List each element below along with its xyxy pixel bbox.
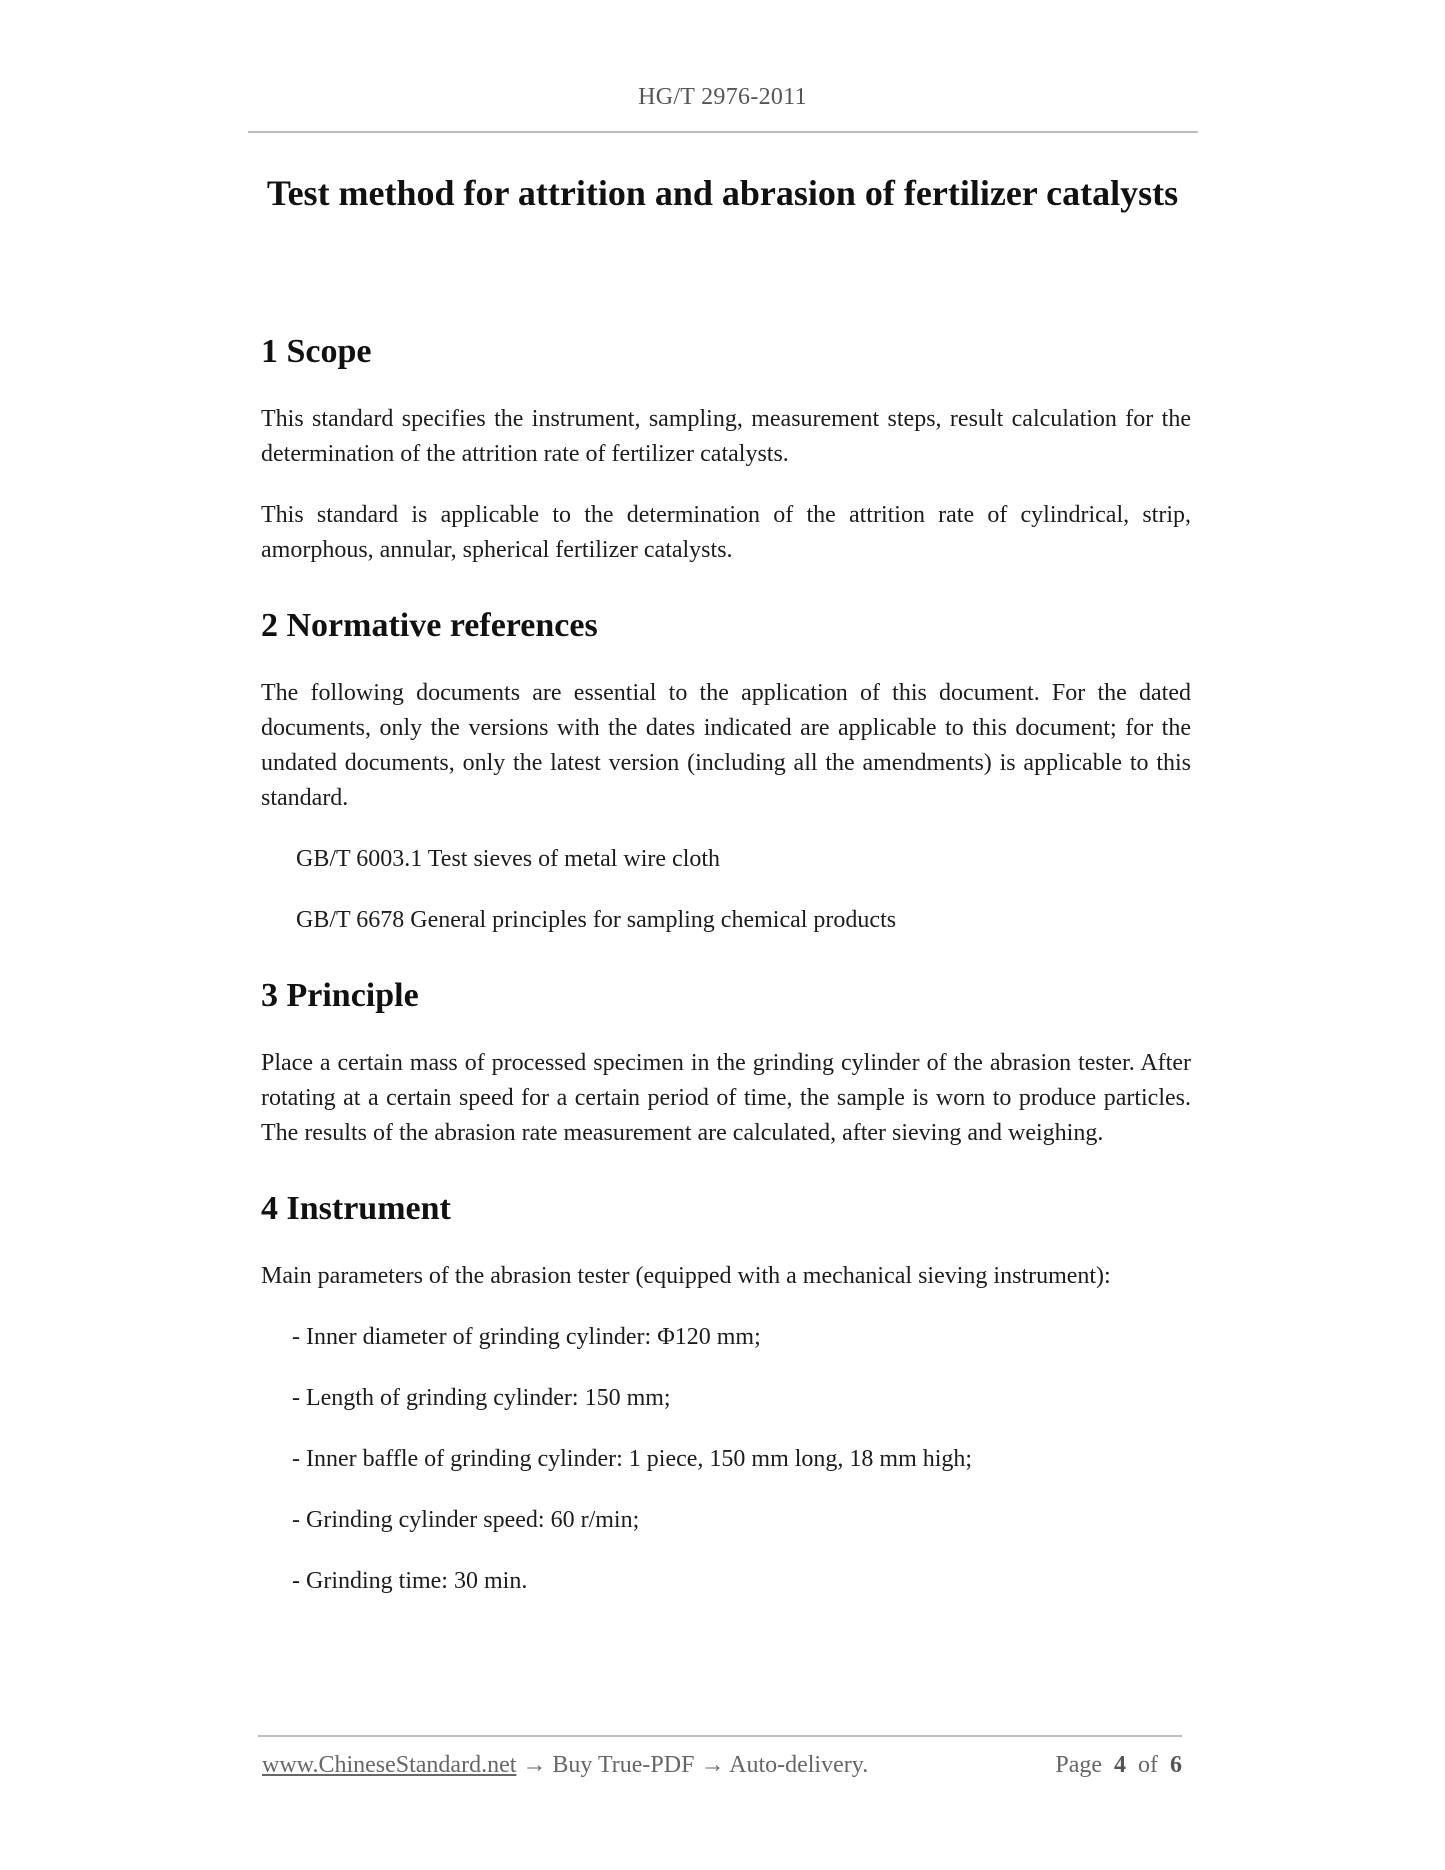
header-divider (248, 131, 1198, 133)
page-footer (262, 1752, 1182, 1779)
page-label: Page (1055, 1752, 1102, 1778)
footer-tagline: → Buy True-PDF → Auto-delivery. (516, 1752, 869, 1778)
section-heading-scope: 1 Scope (261, 333, 372, 370)
references-paragraph: The following documents are essential to the application of this document. For the dated documents, only the versions with the dates indicated are applicable to this document; for the undated documents, only the latest version (including all the amendments) is applicable to this standard. (261, 680, 1191, 811)
document-title: Test method for attrition and abrasion of fertilizer catalysts (266, 173, 1179, 213)
instrument-parameter-item: - Inner baffle of grinding cylinder: 1 piece, 150 mm long, 18 mm high; (292, 1446, 973, 1472)
scope-paragraph-2: This standard is applicable to the determination of the attrition rate of cylindrical, strip, amorphous, annular, spherical fertilizer catalysts. (261, 502, 1191, 563)
page-number: 4 (1114, 1752, 1126, 1778)
reference-item: GB/T 6678 General principles for sampling chemical products (296, 907, 897, 933)
website-link[interactable]: www.ChineseStandard.net (262, 1752, 517, 1778)
instrument-parameter-item: - Length of grinding cylinder: 150 mm; (292, 1385, 671, 1411)
section-heading-principle: 3 Principle (261, 977, 419, 1014)
instrument-parameter-item: - Inner diameter of grinding cylinder: Φ120 mm; (292, 1324, 761, 1350)
reference-item: GB/T 6003.1 Test sieves of metal wire cloth (296, 846, 721, 872)
page-indicator (1055, 1752, 1182, 1779)
instrument-paragraph: Main parameters of the abrasion tester (equipped with a mechanical sieving instrument): (261, 1263, 1111, 1289)
instrument-parameter-item: - Grinding cylinder speed: 60 r/min; (292, 1507, 640, 1533)
of-label: of (1138, 1752, 1158, 1778)
section-heading-references: 2 Normative references (261, 607, 598, 644)
instrument-parameter-item: - Grinding time: 30 min. (292, 1568, 528, 1594)
principle-paragraph: Place a certain mass of processed specimen in the grinding cylinder of the abrasion tester. After rotating at a certain speed for a certain period of time, the sample is worn to produce particles. The results of the abrasion rate measurement are calculated, after sieving and weighing. (261, 1050, 1191, 1146)
standard-code-header: HG/T 2976-2011 (638, 84, 807, 110)
section-heading-instrument: 4 Instrument (261, 1190, 451, 1227)
scope-paragraph-1: This standard specifies the instrument, sampling, measurement steps, result calculation for the determination of the attrition rate of fertilizer catalysts. (261, 406, 1191, 467)
footer-divider (258, 1735, 1182, 1737)
document-body (261, 330, 1191, 1599)
page-total: 6 (1170, 1752, 1182, 1778)
